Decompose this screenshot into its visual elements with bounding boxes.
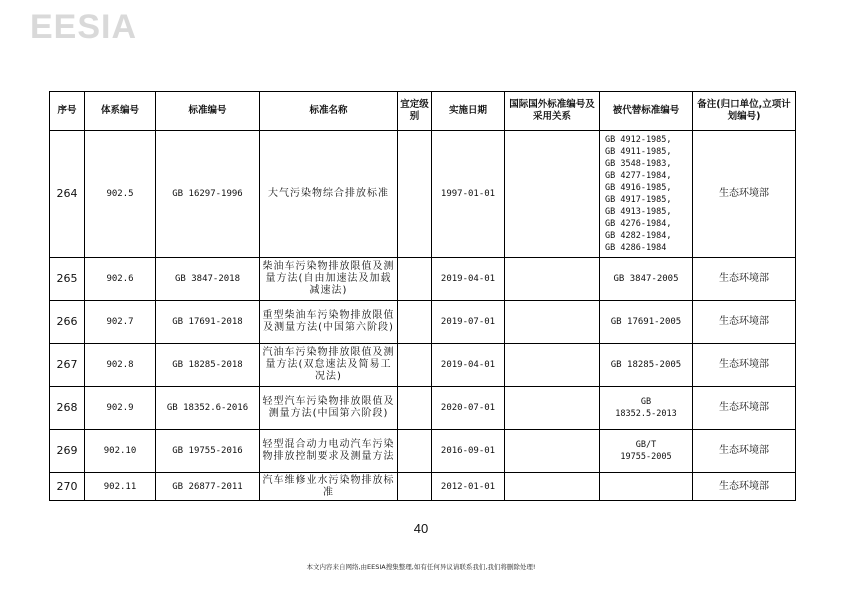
system-number-cell: 902.10: [85, 430, 156, 473]
remarks-cell: 生态环境部: [693, 131, 796, 258]
page-number: 40: [413, 521, 429, 536]
international-cell: [505, 387, 600, 430]
standard-number-cell: GB 18352.6-2016: [156, 387, 260, 430]
standard-number-cell: GB 3847-2018: [156, 258, 260, 301]
table-row: [50, 473, 796, 501]
replaced-cell: [600, 430, 693, 473]
seq-cell: 266: [50, 301, 85, 344]
standard-number-cell: GB 26877-2011: [156, 473, 260, 501]
remarks-cell: 生态环境部: [693, 387, 796, 430]
international-cell: [505, 473, 600, 501]
system-number-cell: 902.11: [85, 473, 156, 501]
standard-name-cell: 汽车维修业水污染物排放标准: [260, 473, 398, 501]
date-cell: 1997-01-01: [432, 131, 505, 258]
level-cell: [398, 473, 432, 501]
replaced-line: GB: [640, 397, 652, 407]
table-row: [50, 301, 796, 344]
header-international-relation: 国际国外标准编号及采用关系: [505, 92, 600, 131]
replaced-line: GB 4917-1985,: [605, 195, 672, 205]
date-cell: 2019-04-01: [432, 344, 505, 387]
replaced-line: GB 4276-1984,: [605, 219, 672, 229]
replaced-line: GB 4286-1984: [605, 243, 667, 253]
international-cell: [505, 430, 600, 473]
table-row: [50, 387, 796, 430]
replaced-line: GB 3548-1983,: [605, 159, 672, 169]
replaced-line: GB 4916-1985,: [605, 183, 672, 193]
level-cell: [398, 387, 432, 430]
replaced-cell: GB 18285-2005: [600, 344, 693, 387]
header-level: 宜定级别: [398, 92, 432, 131]
replaced-line: GB 4282-1984,: [605, 231, 672, 241]
header-standard-number: 标准编号: [156, 92, 260, 131]
replaced-cell: GB 3847-2005: [600, 258, 693, 301]
eesia-logo: EESIA: [30, 8, 138, 46]
table-row: [50, 258, 796, 301]
international-cell: [505, 301, 600, 344]
header-replaced-standards: 被代替标准编号: [600, 92, 693, 131]
standard-number-cell: GB 16297-1996: [156, 131, 260, 258]
header-system-number: 体系编号: [85, 92, 156, 131]
international-cell: [505, 258, 600, 301]
remarks-cell: 生态环境部: [693, 301, 796, 344]
seq-cell: 269: [50, 430, 85, 473]
replaced-line: 19755-2005: [620, 452, 672, 462]
replaced-cell: GB 17691-2005: [600, 301, 693, 344]
seq-cell: 270: [50, 473, 85, 501]
remarks-cell: 生态环境部: [693, 258, 796, 301]
replaced-line: 18352.5-2013: [615, 409, 677, 419]
seq-cell: 267: [50, 344, 85, 387]
replaced-cell: [600, 473, 693, 501]
system-number-cell: 902.5: [85, 131, 156, 258]
replaced-line: GB 4912-1985,: [605, 135, 672, 145]
date-cell: 2019-04-01: [432, 258, 505, 301]
table-header-row: [50, 92, 796, 131]
level-cell: [398, 430, 432, 473]
replaced-line: GB/T: [635, 440, 657, 450]
system-number-cell: 902.9: [85, 387, 156, 430]
header-implementation-date: 实施日期: [432, 92, 505, 131]
replaced-line: GB 4913-1985,: [605, 207, 672, 217]
date-cell: 2019-07-01: [432, 301, 505, 344]
standard-number-cell: GB 18285-2018: [156, 344, 260, 387]
footer-notice: 本文内容来自网络,由EESIA搜集整理,如有任何异议请联系我们,我们将删除处理!: [306, 563, 536, 571]
replaced-line: GB 4277-1984,: [605, 171, 672, 181]
seq-cell: 265: [50, 258, 85, 301]
table-row: [50, 131, 796, 258]
level-cell: [398, 131, 432, 258]
header-remarks: 备注(归口单位,立项计划编号): [693, 92, 796, 131]
standards-table: [49, 91, 796, 501]
system-number-cell: 902.8: [85, 344, 156, 387]
standard-name-cell: 轻型混合动力电动汽车污染物排放控制要求及测量方法: [260, 430, 398, 473]
header-standard-name: 标准名称: [260, 92, 398, 131]
level-cell: [398, 258, 432, 301]
standard-name-cell: 汽油车污染物排放限值及测量方法(双怠速法及简易工况法): [260, 344, 398, 387]
standard-name-cell: 柴油车污染物排放限值及测量方法(自由加速法及加载减速法): [260, 258, 398, 301]
replaced-line: GB 4911-1985,: [605, 147, 672, 157]
date-cell: 2016-09-01: [432, 430, 505, 473]
international-cell: [505, 344, 600, 387]
standard-name-cell: 大气污染物综合排放标准: [260, 131, 398, 258]
remarks-cell: 生态环境部: [693, 344, 796, 387]
header-seq: 序号: [50, 92, 85, 131]
date-cell: 2020-07-01: [432, 387, 505, 430]
seq-cell: 268: [50, 387, 85, 430]
standard-number-cell: GB 17691-2018: [156, 301, 260, 344]
standard-name-cell: 重型柴油车污染物排放限值及测量方法(中国第六阶段): [260, 301, 398, 344]
remarks-cell: 生态环境部: [693, 430, 796, 473]
system-number-cell: 902.7: [85, 301, 156, 344]
date-cell: 2012-01-01: [432, 473, 505, 501]
replaced-cell: [600, 131, 693, 258]
replaced-cell: [600, 387, 693, 430]
standard-number-cell: GB 19755-2016: [156, 430, 260, 473]
level-cell: [398, 301, 432, 344]
international-cell: [505, 131, 600, 258]
remarks-cell: 生态环境部: [693, 473, 796, 501]
table-row: [50, 430, 796, 473]
seq-cell: 264: [50, 131, 85, 258]
standard-name-cell: 轻型汽车污染物排放限值及测量方法(中国第六阶段): [260, 387, 398, 430]
level-cell: [398, 344, 432, 387]
table-row: [50, 344, 796, 387]
system-number-cell: 902.6: [85, 258, 156, 301]
